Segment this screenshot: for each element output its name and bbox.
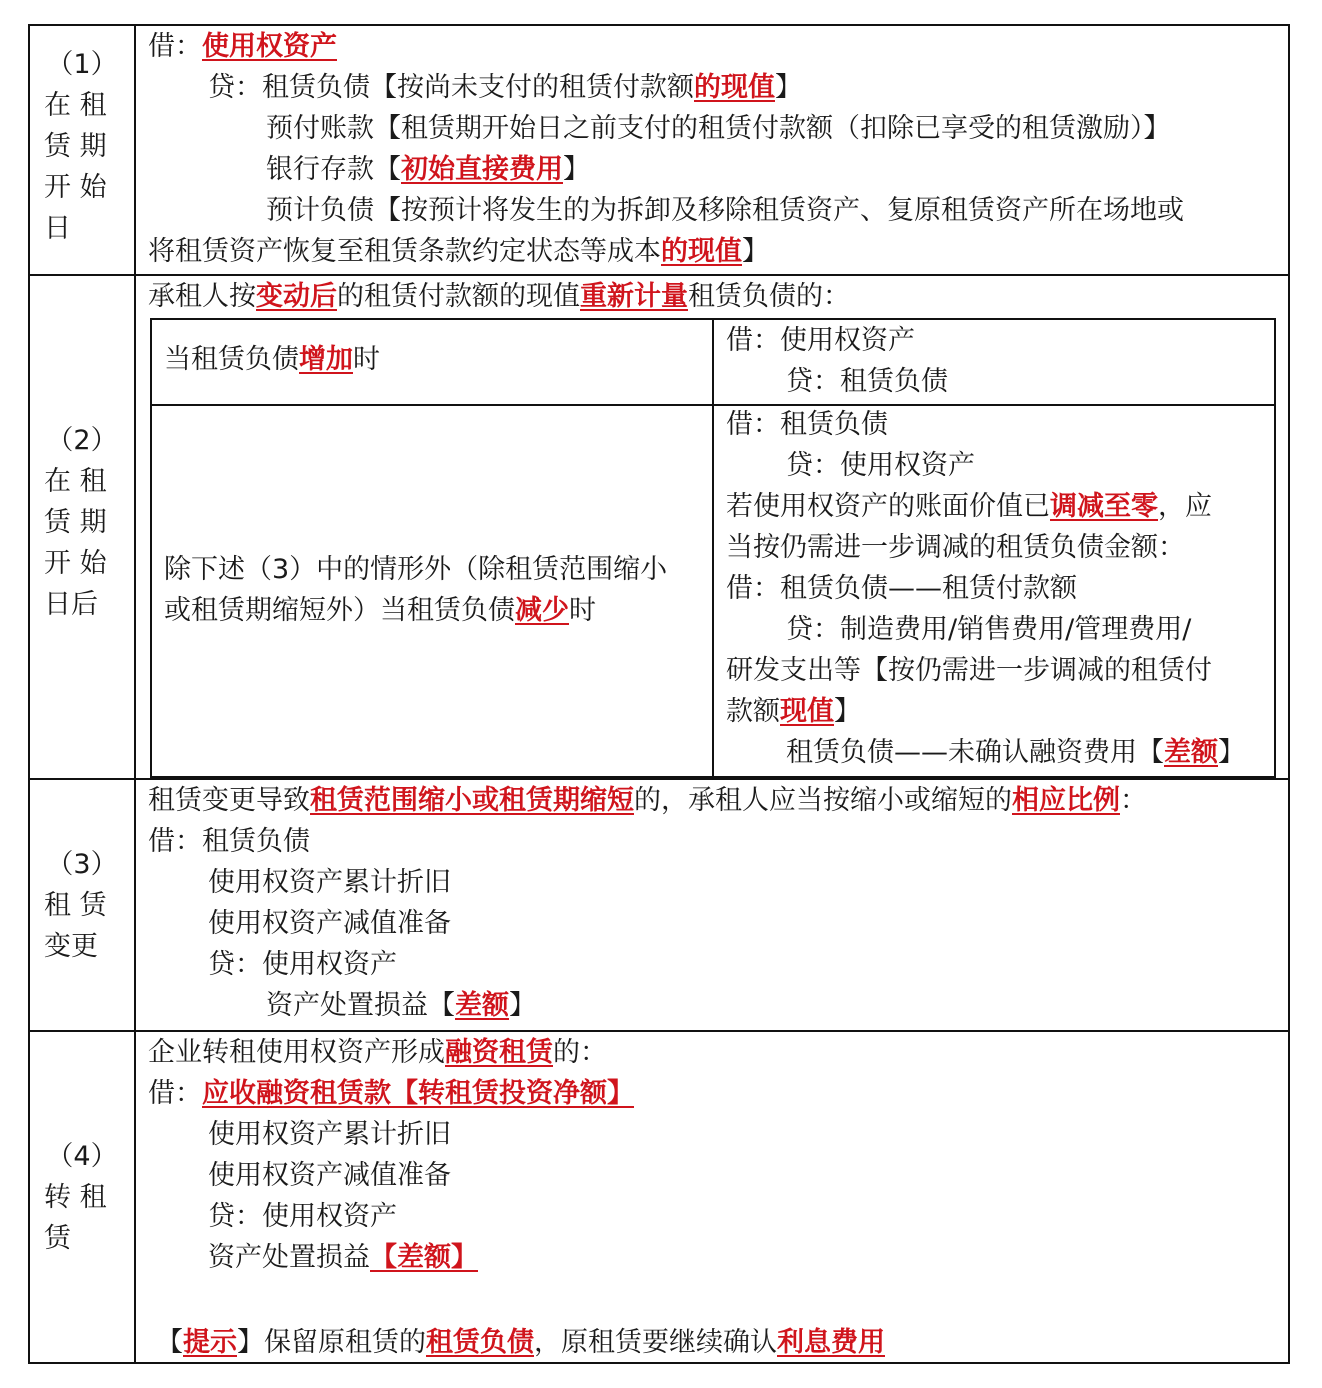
entry-line [148, 1032, 607, 1073]
row-label [30, 44, 134, 249]
label-line: （1） [46, 49, 118, 80]
emphasis-text: 的现值 [661, 236, 742, 267]
line-text: 】 [834, 696, 861, 727]
decrease-row [152, 404, 1274, 776]
label-line: 租 赁 [44, 890, 107, 921]
line-text: 贷：使用权资产 [208, 949, 397, 980]
entry-line [786, 609, 1191, 650]
row-commencement [30, 26, 1288, 276]
line-text: 预计负债【按预计将发生的为拆卸及移除租赁资产、复原租赁资产所在场地或 [266, 195, 1184, 226]
emphasis-text: 【差额】 [370, 1242, 478, 1273]
entry-line [726, 527, 1185, 568]
row-label [30, 420, 134, 625]
line-text: 借：使用权资产 [726, 325, 915, 356]
line-text: 当租赁负债 [164, 344, 299, 375]
emphasis-text: 使用权资产 [202, 31, 337, 62]
entry-line [148, 26, 337, 67]
emphasis-text: 差额 [455, 990, 509, 1021]
emphasis-text: 调减至零 [1050, 491, 1158, 522]
entry-line [148, 821, 310, 862]
remeasure-intro [148, 276, 850, 317]
line-text: 贷：租赁负债 [786, 366, 948, 397]
entry-line [208, 903, 451, 944]
row-content-cell [136, 26, 1288, 274]
emphasis-text: 相应比例 [1012, 785, 1120, 816]
emphasis-text: 应收融资租赁款【转租赁投资净额】 [202, 1078, 634, 1109]
line-text: 使用权资产累计折旧 [208, 867, 451, 898]
line-text: 若使用权资产的账面价值已 [726, 491, 1050, 522]
entry-line [726, 486, 1212, 527]
entry-line [786, 732, 1245, 773]
entry-line [786, 361, 948, 402]
emphasis-text: 差额 [1164, 737, 1218, 768]
entry-line [208, 862, 451, 903]
entry-line [148, 780, 1147, 821]
row-after-commencement [30, 276, 1288, 780]
entry-line [266, 985, 536, 1026]
decrease-condition-cell [152, 404, 714, 776]
condition-text [164, 549, 667, 590]
emphasis-text: 变动后 [256, 281, 337, 312]
entry-line [726, 650, 1212, 691]
line-text: 使用权资产减值准备 [208, 1160, 451, 1191]
label-line: 赁 期 [44, 507, 107, 538]
label-line: （4） [46, 1141, 118, 1172]
emphasis-text: 减少 [515, 595, 569, 626]
label-line: 开 始 [44, 548, 107, 579]
line-text: 【 [156, 1327, 183, 1358]
row-label [30, 844, 134, 967]
remeasure-subtable [150, 318, 1276, 778]
entry-line [208, 944, 397, 985]
entry-line [726, 404, 888, 445]
row-label-cell [30, 26, 136, 274]
lease-accounting-table [28, 24, 1290, 1364]
entry-line [726, 691, 861, 732]
entry-line [266, 108, 1171, 149]
line-text: 贷：制造费用/销售费用/管理费用/ [786, 614, 1192, 645]
line-text: 借：租赁负债 [148, 826, 310, 857]
label-line: 在 租 [44, 466, 107, 497]
line-text: 借： [148, 1078, 202, 1109]
emphasis-text: 重新计量 [580, 281, 688, 312]
line-text: 时 [569, 595, 596, 626]
row-label-cell [30, 276, 136, 778]
label-line: 在 租 [44, 90, 107, 121]
row-label-cell [30, 780, 136, 1030]
entry-line [148, 1073, 634, 1114]
line-text: 借：租赁负债——租赁付款额 [726, 573, 1077, 604]
line-text: 企业转租使用权资产形成 [148, 1037, 445, 1068]
entry-line [726, 320, 915, 361]
line-text: 的： [553, 1037, 607, 1068]
entry-line [266, 190, 1184, 231]
emphasis-text: 的现值 [694, 72, 775, 103]
line-text: 使用权资产累计折旧 [208, 1119, 451, 1150]
entry-line [726, 568, 1077, 609]
entry-line [266, 149, 590, 190]
line-text: 时 [353, 344, 380, 375]
label-line: 变更 [44, 931, 98, 962]
row-content-cell [136, 276, 1288, 778]
line-text: 预付账款【租赁期开始日之前支付的租赁付款额（扣除已享受的租赁激励）】 [266, 113, 1171, 144]
emphasis-text: 提示 [183, 1327, 237, 1358]
emphasis-text: 现值 [780, 696, 834, 727]
line-text: 】 [1218, 737, 1245, 768]
label-line: 转 租 [44, 1182, 107, 1213]
line-text: 租赁变更导致 [148, 785, 310, 816]
increase-entry-cell [714, 320, 1274, 404]
line-text: 除下述（3）中的情形外（除租赁范围缩小 [164, 554, 668, 585]
label-line: （2） [46, 425, 118, 456]
entry-line [208, 1155, 451, 1196]
condition-text [164, 339, 380, 380]
line-text: 承租人按 [148, 281, 256, 312]
entry-line [208, 1237, 478, 1278]
row-content-cell [136, 1032, 1288, 1362]
entry-line [786, 445, 975, 486]
row-sublease [30, 1032, 1288, 1362]
line-text: 】 [775, 72, 802, 103]
line-text: 】 [509, 990, 536, 1021]
emphasis-text: 租赁负债 [426, 1327, 534, 1358]
label-line: 赁 期 [44, 131, 107, 162]
increase-condition-cell [152, 320, 714, 404]
line-text: 租赁负债——未确认融资费用【 [786, 737, 1164, 768]
entry-line [208, 67, 802, 108]
increase-row [152, 320, 1274, 406]
row-label [30, 1136, 134, 1259]
label-line: （3） [46, 849, 118, 880]
label-line: 日后 [44, 589, 98, 620]
row-content-cell [136, 780, 1288, 1030]
line-text: 借： [148, 31, 202, 62]
line-text: ，原租赁要继续确认 [534, 1327, 777, 1358]
line-text: 使用权资产减值准备 [208, 908, 451, 939]
line-text: 】 [563, 154, 590, 185]
emphasis-text: 初始直接费用 [401, 154, 563, 185]
line-text: 将租赁资产恢复至租赁条款约定状态等成本 [148, 236, 661, 267]
line-text: 款额 [726, 696, 780, 727]
line-text: 】保留原租赁的 [237, 1327, 426, 1358]
line-text: 借：租赁负债 [726, 409, 888, 440]
row-lease-modification [30, 780, 1288, 1032]
emphasis-text: 增加 [299, 344, 353, 375]
emphasis-text: 租赁范围缩小或租赁期缩短 [310, 785, 634, 816]
entry-line [208, 1114, 451, 1155]
line-text: ： [1120, 785, 1147, 816]
line-text: 贷：使用权资产 [208, 1201, 397, 1232]
entry-line [148, 231, 769, 272]
decrease-entry-cell [714, 404, 1274, 776]
label-line: 赁 [44, 1223, 71, 1254]
line-text: 资产处置损益【 [266, 990, 455, 1021]
line-text: 或租赁期缩短外）当租赁负债 [164, 595, 515, 626]
line-text: 当按仍需进一步调减的租赁负债金额： [726, 532, 1185, 563]
line-text: 银行存款【 [266, 154, 401, 185]
emphasis-text: 利息费用 [777, 1327, 885, 1358]
line-text: 资产处置损益 [208, 1242, 370, 1273]
line-text: 】 [742, 236, 769, 267]
line-text: 的租赁付款额的现值 [337, 281, 580, 312]
tip-line [156, 1322, 885, 1363]
line-text: 贷：使用权资产 [786, 450, 975, 481]
line-text: 研发支出等【按仍需进一步调减的租赁付 [726, 655, 1212, 686]
emphasis-text: 融资租赁 [445, 1037, 553, 1068]
condition-text [164, 590, 596, 631]
line-text: 租赁负债的： [688, 281, 850, 312]
line-text: 的，承租人应当按缩小或缩短的 [634, 785, 1012, 816]
label-line: 开 始 [44, 172, 107, 203]
label-line: 日 [44, 213, 71, 244]
line-text: ，应 [1158, 491, 1212, 522]
entry-line [208, 1196, 397, 1237]
line-text: 贷：租赁负债【按尚未支付的租赁付款额 [208, 72, 694, 103]
row-label-cell [30, 1032, 136, 1362]
